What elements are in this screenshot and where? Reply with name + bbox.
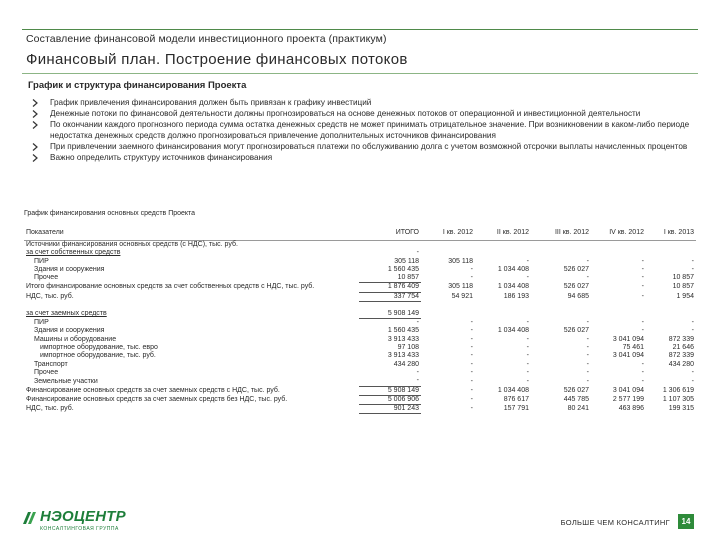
chevron-right-icon bbox=[30, 153, 40, 163]
value-cell: - bbox=[526, 335, 529, 343]
table-row bbox=[24, 310, 696, 319]
value-cell: 434 280 bbox=[393, 360, 419, 368]
row-label-cell: импортное оборудование, тыс. руб. bbox=[40, 352, 156, 360]
value-cell: - bbox=[416, 368, 419, 376]
value-cell: 5 908 149 bbox=[359, 310, 421, 319]
value-cell: 305 118 bbox=[394, 257, 419, 265]
top-border bbox=[0, 0, 720, 3]
value-cell: 1 560 435 bbox=[387, 327, 419, 335]
table-header-row bbox=[24, 226, 696, 241]
value-cell: - bbox=[470, 265, 473, 273]
row-label-cell: за счет заемных средств bbox=[26, 310, 107, 318]
row-label-cell: Здания и сооружения bbox=[34, 327, 105, 335]
value-cell bbox=[475, 249, 531, 257]
value-cell: 463 896 bbox=[618, 405, 644, 413]
row-label-cell: Прочее bbox=[34, 274, 59, 282]
value-cell: 54 921 bbox=[451, 292, 473, 300]
value-cell: - bbox=[470, 344, 473, 352]
value-cell: - bbox=[691, 257, 694, 265]
row-label-cell: ПИР bbox=[34, 318, 49, 326]
value-cell: - bbox=[641, 257, 644, 265]
table-row bbox=[24, 386, 696, 395]
chevron-right-icon bbox=[30, 98, 40, 108]
bullet-item bbox=[30, 98, 690, 109]
value-cell: - bbox=[641, 265, 644, 273]
row-label-cell: Прочее bbox=[34, 368, 59, 376]
value-cell bbox=[591, 241, 646, 250]
row-label-cell: ПИР bbox=[34, 257, 49, 265]
col-header-total: ИТОГО bbox=[359, 226, 421, 241]
value-cell: 3 913 433 bbox=[387, 335, 419, 343]
value-cell: 1 034 408 bbox=[497, 283, 529, 291]
table-body-loan-funds bbox=[24, 310, 696, 414]
value-cell: - bbox=[586, 352, 589, 360]
value-cell: 199 315 bbox=[668, 405, 694, 413]
chevron-right-icon bbox=[30, 142, 40, 152]
value-cell: 1 107 305 bbox=[662, 395, 694, 403]
value-cell: - bbox=[470, 318, 473, 326]
table-row bbox=[24, 249, 696, 257]
chevron-right-icon bbox=[30, 109, 40, 119]
value-cell: 1 306 619 bbox=[662, 386, 694, 394]
col-header-q1-2013: I кв. 2013 bbox=[646, 226, 696, 241]
section-title: График и структура финансирования Проекта bbox=[28, 80, 247, 91]
value-cell: - bbox=[586, 335, 589, 343]
table-body-own-funds bbox=[24, 241, 696, 302]
table-caption: График финансирования основных средств Проекта bbox=[24, 210, 196, 217]
table-row bbox=[24, 241, 696, 250]
value-cell: 1 034 408 bbox=[497, 327, 529, 335]
value-cell: 3 041 094 bbox=[612, 335, 644, 343]
value-cell: - bbox=[641, 327, 644, 335]
col-header-q3-2012: III кв. 2012 bbox=[531, 226, 591, 241]
header-divider bbox=[22, 29, 698, 30]
value-cell: - bbox=[359, 377, 421, 386]
value-cell bbox=[531, 241, 591, 250]
value-cell: 901 243 bbox=[359, 405, 421, 414]
bullet-item bbox=[30, 120, 690, 142]
title-divider bbox=[22, 73, 698, 74]
col-header-q4-2012: IV кв. 2012 bbox=[591, 226, 646, 241]
col-header-q2-2012: II кв. 2012 bbox=[475, 226, 531, 241]
table-row bbox=[24, 369, 696, 377]
row-label-cell: Машины и оборудование bbox=[34, 335, 117, 343]
table-spacer bbox=[24, 302, 696, 310]
value-cell bbox=[421, 310, 475, 319]
value-cell bbox=[421, 241, 475, 250]
value-cell: 5 006 906 bbox=[359, 395, 421, 404]
logo-name: НЭОЦЕНТР bbox=[40, 508, 126, 525]
col-header-q1-2012: I кв. 2012 bbox=[421, 226, 475, 241]
value-cell: - bbox=[641, 292, 644, 300]
value-cell: - bbox=[586, 377, 589, 385]
value-cell: 10 857 bbox=[359, 274, 421, 283]
value-cell: - bbox=[586, 360, 589, 368]
bullet-item bbox=[30, 109, 690, 120]
value-cell: 97 108 bbox=[397, 344, 419, 352]
table-row bbox=[24, 258, 696, 266]
value-cell: - bbox=[470, 274, 473, 282]
table-row bbox=[24, 395, 696, 404]
value-cell: 872 339 bbox=[668, 335, 694, 343]
value-cell: 876 617 bbox=[503, 395, 529, 403]
value-cell: - bbox=[641, 318, 644, 326]
table-row bbox=[24, 274, 696, 283]
value-cell: 1 560 435 bbox=[387, 265, 419, 273]
header-subtitle: Составление финансовой модели инвестиционного проекта (практикум) bbox=[26, 33, 387, 45]
neocenter-logo-icon bbox=[22, 510, 38, 526]
value-cell bbox=[646, 310, 696, 319]
value-cell bbox=[475, 241, 531, 250]
bullet-text: График привлечения финансирования должен быть привязан к графику инвестиций bbox=[50, 98, 372, 107]
value-cell: - bbox=[586, 274, 589, 282]
value-cell: 1 876 409 bbox=[359, 283, 421, 292]
value-cell: - bbox=[470, 368, 473, 376]
value-cell: - bbox=[586, 318, 589, 326]
value-cell: 5 908 149 bbox=[359, 386, 421, 395]
value-cell: - bbox=[641, 368, 644, 376]
bullet-list bbox=[30, 98, 690, 163]
table-row bbox=[24, 377, 696, 386]
value-cell bbox=[531, 249, 591, 257]
value-cell: - bbox=[526, 368, 529, 376]
value-cell: - bbox=[641, 360, 644, 368]
value-cell: - bbox=[470, 352, 473, 360]
value-cell bbox=[646, 249, 696, 257]
value-cell: - bbox=[526, 377, 529, 385]
table-row bbox=[24, 327, 696, 335]
row-label-cell: Итого финансирование основных средств за счет собственных средств с НДС, тыс. руб. bbox=[26, 283, 315, 291]
row-label-cell: Земельные участки bbox=[34, 377, 98, 385]
value-cell: - bbox=[526, 344, 529, 352]
financing-table bbox=[24, 226, 696, 414]
value-cell: - bbox=[470, 405, 473, 413]
table-row bbox=[24, 361, 696, 369]
value-cell: - bbox=[470, 327, 473, 335]
value-cell: - bbox=[526, 318, 529, 326]
value-cell: - bbox=[691, 318, 694, 326]
value-cell: 337 754 bbox=[359, 292, 421, 301]
value-cell: 80 241 bbox=[567, 405, 589, 413]
value-cell: - bbox=[470, 335, 473, 343]
value-cell: 526 027 bbox=[563, 386, 589, 394]
value-cell: - bbox=[691, 368, 694, 376]
value-cell: - bbox=[526, 257, 529, 265]
bullet-text: Важно определить структуру источников финансирования bbox=[50, 152, 273, 162]
value-cell: - bbox=[470, 377, 473, 385]
table-row bbox=[24, 266, 696, 274]
value-cell: 434 280 bbox=[668, 360, 694, 368]
table-row bbox=[24, 319, 696, 328]
value-cell: 2 577 199 bbox=[612, 395, 644, 403]
value-cell: 10 857 bbox=[672, 283, 694, 291]
value-cell: 3 913 433 bbox=[387, 352, 419, 360]
value-cell: - bbox=[416, 319, 419, 327]
value-cell bbox=[421, 249, 475, 257]
value-cell bbox=[359, 241, 421, 250]
value-cell: 75 461 bbox=[622, 344, 644, 352]
bullet-item bbox=[30, 153, 690, 164]
value-cell: 3 041 094 bbox=[612, 386, 644, 394]
value-cell: - bbox=[691, 265, 694, 273]
value-cell bbox=[646, 241, 696, 250]
value-cell bbox=[475, 310, 531, 319]
value-cell: - bbox=[586, 257, 589, 265]
value-cell bbox=[591, 310, 646, 319]
value-cell: - bbox=[470, 395, 473, 403]
value-cell: 186 193 bbox=[503, 292, 529, 300]
logo-subtitle: КОНСАЛТИНГОВАЯ ГРУППА bbox=[40, 526, 119, 532]
value-cell bbox=[531, 310, 591, 319]
row-label-cell: Источники финансирования основных средств (с НДС), тыс. руб. bbox=[26, 241, 238, 248]
bullet-text: По окончании каждого прогнозного периода сумма остатка денежных средств не может принимать отрицательное значение. При возникновении в каком-либо периоде недостатка денежных средств должно прогнозироваться привлечение дополнительных источников финансирования bbox=[50, 119, 690, 140]
value-cell: 445 785 bbox=[563, 395, 589, 403]
row-label-cell: Финансирование основных средств за счет заемных средств с НДС, тыс. руб. bbox=[26, 386, 280, 394]
spacer-cell bbox=[24, 302, 696, 310]
page-number: 14 bbox=[678, 514, 694, 529]
value-cell: - bbox=[526, 274, 529, 282]
row-label-cell: за счет собственных средств bbox=[26, 249, 121, 257]
value-cell: - bbox=[470, 386, 473, 394]
value-cell: 94 685 bbox=[567, 292, 589, 300]
value-cell: 1 954 bbox=[676, 292, 694, 300]
value-cell: 526 027 bbox=[563, 265, 589, 273]
value-cell: - bbox=[526, 360, 529, 368]
row-label-cell: НДС, тыс. руб. bbox=[26, 405, 74, 413]
value-cell: 526 027 bbox=[563, 327, 589, 335]
value-cell: - bbox=[586, 368, 589, 376]
bullet-text: При привлечении заемного финансирования могут прогнозироваться платежи по обслуживанию долга с учетом возможной отсрочки выплаты начисленных процентов bbox=[50, 141, 688, 151]
value-cell: - bbox=[691, 377, 694, 385]
value-cell: - bbox=[691, 327, 694, 335]
value-cell: - bbox=[641, 283, 644, 291]
page-title: Финансовый план. Построение финансовых потоков bbox=[26, 51, 408, 68]
value-cell: 21 646 bbox=[672, 344, 694, 352]
table-row bbox=[24, 352, 696, 360]
col-header-indicator: Показатели bbox=[24, 226, 359, 241]
table-row bbox=[24, 292, 696, 301]
footer-brand: БОЛЬШЕ ЧЕМ КОНСАЛТИНГ bbox=[560, 518, 670, 527]
table-row bbox=[24, 283, 696, 292]
spacer-row bbox=[24, 302, 696, 310]
bullet-item bbox=[30, 142, 690, 153]
value-cell: 305 118 bbox=[448, 257, 473, 265]
value-cell: - bbox=[470, 360, 473, 368]
value-cell bbox=[591, 249, 646, 257]
value-cell: - bbox=[641, 274, 644, 282]
value-cell: 157 791 bbox=[503, 405, 529, 413]
value-cell: 10 857 bbox=[672, 274, 694, 282]
value-cell: 1 034 408 bbox=[497, 386, 529, 394]
value-cell: 305 118 bbox=[448, 283, 473, 291]
bullet-text: Денежные потоки по финансовой деятельности должны прогнозироваться на основе денежных потоков от операционной и инвестиционной деятельности bbox=[50, 108, 641, 118]
row-label-cell: Транспорт bbox=[34, 360, 68, 368]
row-label-cell: импортное оборудование, тыс. евро bbox=[40, 344, 158, 352]
value-cell: - bbox=[641, 377, 644, 385]
value-cell: - bbox=[586, 344, 589, 352]
row-label-cell: Финансирование основных средств за счет заемных средств без НДС, тыс. руб. bbox=[26, 395, 288, 403]
row-label-cell: Здания и сооружения bbox=[34, 265, 105, 273]
value-cell: 3 041 094 bbox=[612, 352, 644, 360]
table-row bbox=[24, 336, 696, 344]
value-cell: - bbox=[526, 352, 529, 360]
value-cell: 526 027 bbox=[563, 283, 589, 291]
row-label-cell: НДС, тыс. руб. bbox=[26, 292, 74, 300]
value-cell: 872 339 bbox=[668, 352, 694, 360]
chevron-right-icon bbox=[30, 120, 40, 130]
company-logo bbox=[22, 508, 142, 538]
value-cell: - bbox=[416, 249, 419, 257]
value-cell: 1 034 408 bbox=[497, 265, 529, 273]
table-row bbox=[24, 405, 696, 414]
